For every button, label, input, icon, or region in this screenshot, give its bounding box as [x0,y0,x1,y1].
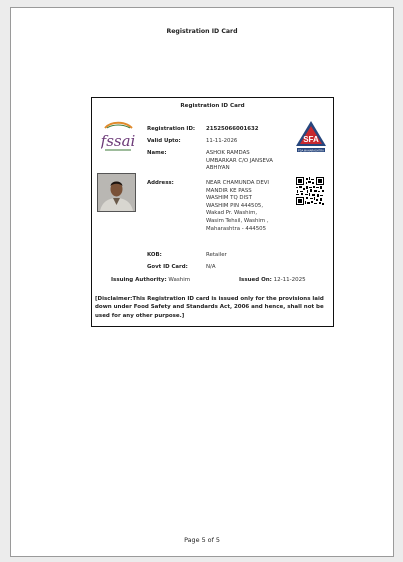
issued-on-value: 12-11-2025 [273,277,306,283]
kob-value: Retailer [206,252,227,258]
valid-upto-value: 11-11-2026 [206,138,238,144]
issuing-authority-value: Washim [168,277,191,283]
document-page [10,7,394,557]
govt-id-value: N/A [206,264,216,270]
issuing-authority-label: Issuing Authority: [111,277,167,283]
issuing-authority [111,277,190,283]
name-label: Name: [147,150,167,156]
sfa-caption: FDA MAHARASHTRA [298,149,324,153]
kob-label: KOB: [147,252,162,258]
name-value: ASHOK RAMDAS UMBARKAR C/O JANSEVA ABHIYAN [206,150,273,172]
page-number: Page 5 of 5 [184,536,220,544]
disclaimer-text: [Disclaimer:This Registration ID card is issued only for the provisions laid down under Food Safety and Standards Act, 2006 and hence, shall not be used for any other purpose.] [95,296,324,319]
fssai-logo [101,119,135,155]
sfa-logo [295,120,327,154]
svg-text:fssai: fssai [101,132,135,150]
applicant-photo [97,173,136,212]
page-title: Registration ID Card [166,28,238,35]
address-label: Address: [147,180,174,186]
govt-id-label: Govt ID Card: [147,264,188,270]
qr-code [296,177,324,205]
valid-upto-label: Valid Upto: [147,138,181,144]
registration-id-label: Registration ID: [147,126,196,132]
card-title: Registration ID Card [180,103,245,109]
sfa-logo-text: SFA [303,135,319,144]
address-value: NEAR CHAMUNDA DEVI MANDIR KE PASS WASHIM TQ DIST WASHIM PIN 444505, Wakad Pr. Washim, Wasim Tehsil, Washim , Maharashtra - 444505 [206,180,270,232]
registration-id-card [91,97,334,327]
registration-id-value: 21525066001632 [206,126,259,132]
issued-on [239,277,306,283]
issued-on-label: Issued On: [239,277,272,283]
